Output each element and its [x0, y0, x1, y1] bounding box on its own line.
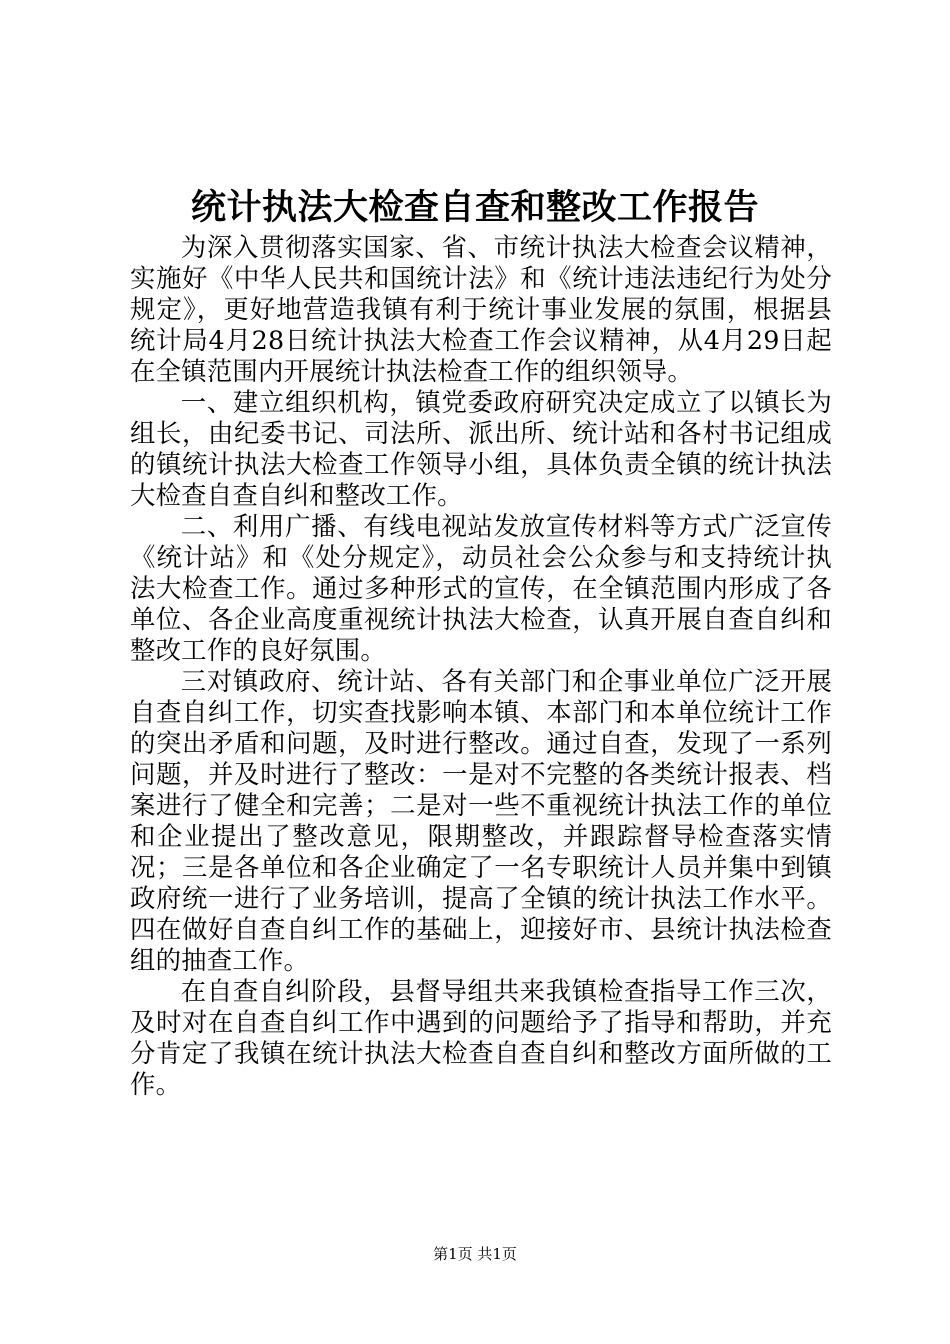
paragraph-conclusion: 在自查自纠阶段，县督导组共来我镇检查指导工作三次，及时对在自查自纠工作中遇到的问题给予了指导和帮助，并充分肯定了我镇在统计执法大检查自查自纠和整改方面所做的工作。 [130, 976, 832, 1099]
page-number-footer: 第1页 共1页 [433, 1245, 517, 1263]
paragraph-section-3: 三对镇政府、统计站、各有关部门和企事业单位广泛开展自查自纠工作，切实查找影响本镇、本部门和本单位统计工作的突出矛盾和问题，及时进行整改。通过自查，发现了一系列问题，并及时进行了整改：一是对不完整的各类统计报表、档案进行了健全和完善；二是对一些不重视统计执法工作的单位和企业提出了整改意见，限期整改，并跟踪督导检查落实情况；三是各单位和各企业确定了一名专职统计人员并集中到镇政府统一进行了业务培训，提高了全镇的统计执法工作水平。四在做好自查自纠工作的基础上，迎接好市、县统计执法检查组的抽查工作。 [130, 666, 832, 975]
paragraph-section-2: 二、利用广播、有线电视站发放宣传材料等方式广泛宣传《统计站》和《处分规定》，动员社会公众参与和支持统计执法大检查工作。通过多种形式的宣传，在全镇范围内形成了各单位、各企业高度重视统计执法大检查，认真开展自查自纠和整改工作的良好氛围。 [130, 511, 832, 665]
paragraph-intro: 为深入贯彻落实国家、省、市统计执法大检查会议精神，实施好《中华人民共和国统计法》和《统计违法违纪行为处分规定》，更好地营造我镇有利于统计事业发展的氛围，根据县统计局4月28日统计执法大检查工作会议精神，从4月29日起在全镇范围内开展统计执法检查工作的组织领导。 [130, 232, 832, 386]
document-body [130, 232, 832, 1100]
paragraph-section-1: 一、建立组织机构，镇党委政府研究决定成立了以镇长为组长，由纪委书记、司法所、派出所、统计站和各村书记组成的镇统计执法大检查工作领导小组，具体负责全镇的统计执法大检查自查自纠和整改工作。 [130, 387, 832, 510]
document-title: 统计执法大检查自查和整改工作报告 [190, 187, 759, 228]
